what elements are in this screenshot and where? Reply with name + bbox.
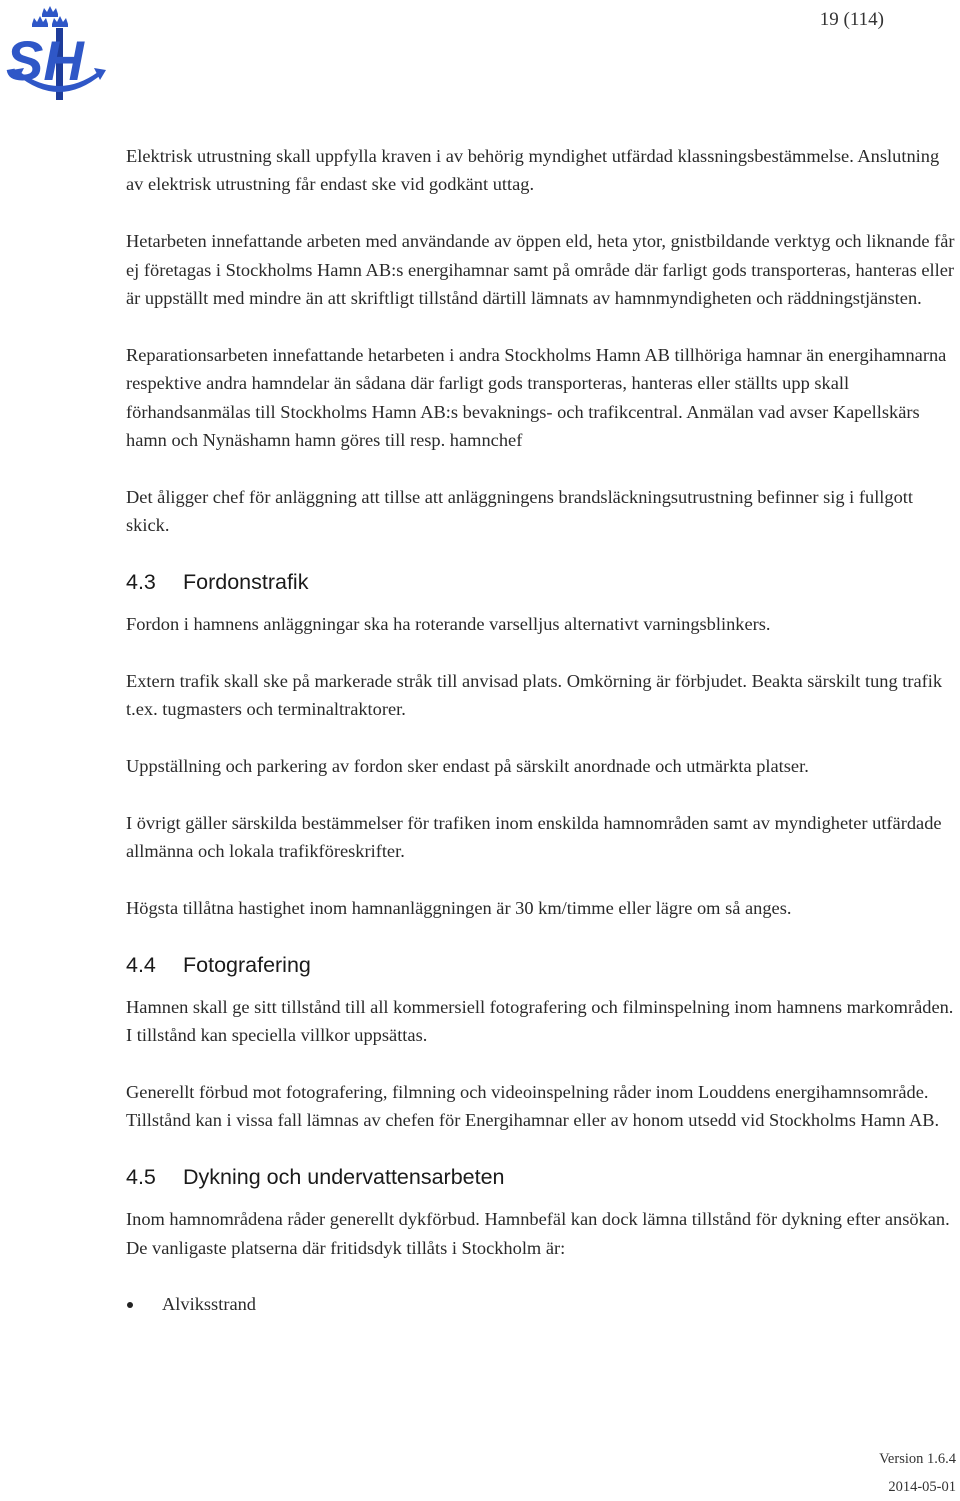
- section-heading-4-3: [126, 568, 956, 596]
- paragraph-speed-limit: Högsta tillåtna hastighet inom hamnanläggningen är 30 km/timme eller lägre om så anges.: [126, 898, 792, 919]
- logo-crowns-anchor-icon: [2, 2, 114, 110]
- section-number: 4.5: [126, 1165, 156, 1190]
- list-item: Alviksstrand: [126, 1290, 956, 1318]
- paragraph-diving-ban: Inom hamnområdena råder generellt dykförbud. Hamnbefäl kan dock lämna tillstånd för dykning efter ansökan. De vanligaste platserna där fritidsdyk tillåts i Stockholm är:: [126, 1209, 950, 1258]
- footer: [879, 1445, 956, 1501]
- paragraph-traffic-regulations: I övrigt gäller särskilda bestämmelser för trafiken inom enskilda hamnområden samt av myndigheter utfärdade allmänna och lokala trafikföreskrifter.: [126, 812, 942, 862]
- stockholms-hamn-logo: [2, 2, 114, 110]
- diving-locations-list: [126, 1290, 956, 1318]
- paragraph-vehicle-lights: Fordon i hamnens anläggningar ska ha roterande varselljus alternativt varningsblinkers.: [126, 614, 771, 635]
- paragraph-hot-work: Hetarbeten innefattande arbeten med användande av öppen eld, heta ytor, gnistbildande verktyg och liknande får ej företagas i Stockholms Hamn AB:s energihamnar samt på område där farligt gods transporteras, hanteras eller är uppställt med mindre än att skriftligt tillstånd därtill lämnats av hamnmyndigheten och räddningstjänsten.: [126, 231, 955, 309]
- section-title: Fotografering: [183, 952, 311, 977]
- document-date: 2014-05-01: [888, 1479, 956, 1495]
- paragraph-external-traffic: Extern trafik skall ske på markerade stråk till anvisad plats. Omkörning är förbjudet. Beakta särskilt tung trafik t.ex. tugmasters och terminaltraktorer.: [126, 670, 943, 720]
- page-number: 19 (114): [819, 9, 884, 30]
- document-body: [126, 142, 956, 1319]
- section-heading-4-4: [126, 951, 956, 979]
- section-title: Dykning och undervattensarbeten: [183, 1165, 505, 1190]
- paragraph-parking: Uppställning och parkering av fordon sker endast på särskilt anordnade och utmärkta platser.: [126, 756, 809, 777]
- paragraph-photography-permit: Hamnen skall ge sitt tillstånd till all kommersiell fotografering och filminspelning inom hamnens markområden. I tillstånd kan speciella villkor uppsättas.: [126, 996, 954, 1046]
- paragraph-repair-work: Reparationsarbeten innefattande hetarbeten i andra Stockholms Hamn AB tillhöriga hamnar än energihamnarna respektive andra hamndelar än sådana där farligt gods transporteras, hanteras eller ställts upp skall förhandsanmälas till Stockholms Hamn AB:s bevaknings- och trafikcentral. Anmälan vad avser Kapellskärs hamn och Nynäshamn hamn göres till resp. hamnchef: [126, 344, 947, 451]
- paragraph-electrical-equipment: Elektrisk utrustning skall uppfylla kraven i av behörig myndighet utfärdad klassningsbestämmelse. Anslutning av elektrisk utrustning får endast ske vid godkänt uttag.: [126, 146, 940, 195]
- svg-text:SH: SH: [6, 29, 84, 92]
- section-heading-4-5: [126, 1163, 956, 1191]
- section-title: Fordonstrafik: [183, 570, 309, 595]
- paragraph-fire-equipment: Det åligger chef för anläggning att tillse att anläggningens brandsläckningsutrustning befinner sig i fullgott skick.: [126, 486, 914, 536]
- document-version: Version 1.6.4: [879, 1451, 956, 1467]
- paragraph-photography-ban: Generellt förbud mot fotografering, filmning och videoinspelning råder inom Louddens energihamnsområde. Tillstånd kan i vissa fall lämnas av chefen för Energihamnar eller av honom utsedd vid Stockholms Hamn AB.: [126, 1082, 940, 1131]
- section-number: 4.4: [126, 952, 156, 977]
- section-number: 4.3: [126, 570, 156, 595]
